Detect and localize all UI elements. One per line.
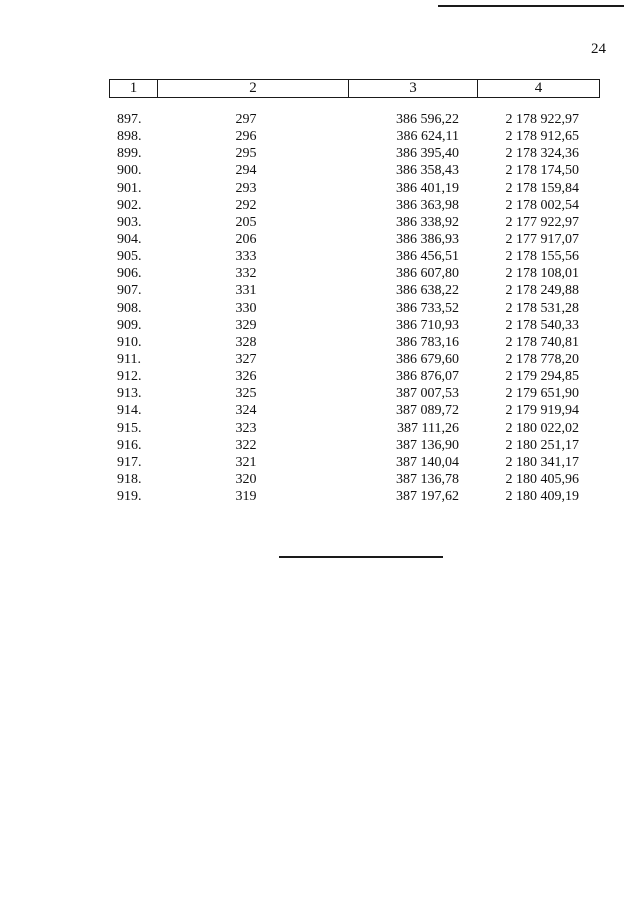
y-coordinate: 2 178 108,01 [505, 266, 579, 282]
y-coordinate: 2 178 540,33 [505, 317, 579, 333]
x-coordinate: 386 395,40 [396, 146, 459, 162]
point-number: 321 [235, 454, 257, 470]
column-header-1: 1 [129, 80, 138, 96]
x-coordinate: 387 136,90 [396, 437, 459, 453]
point-number: 296 [235, 129, 257, 145]
row-number: 917. [117, 454, 142, 470]
row-number: 906. [117, 266, 142, 282]
table-row [0, 282, 640, 299]
row-number: 911. [117, 351, 141, 367]
row-number: 916. [117, 437, 142, 453]
point-number: 328 [235, 334, 257, 350]
y-coordinate: 2 179 651,90 [505, 386, 579, 402]
point-number: 330 [235, 300, 257, 316]
table-row [0, 334, 640, 351]
point-number: 320 [235, 471, 257, 487]
table-row [0, 488, 640, 505]
y-coordinate: 2 178 002,54 [505, 197, 579, 213]
x-coordinate: 386 876,07 [396, 369, 459, 385]
y-coordinate: 2 179 919,94 [505, 403, 579, 419]
page-number: 24 [591, 41, 606, 57]
table-row [0, 111, 640, 128]
y-coordinate: 2 177 922,97 [505, 214, 579, 230]
x-coordinate: 386 638,22 [396, 283, 459, 299]
table-row [0, 471, 640, 488]
row-number: 897. [117, 112, 142, 127]
point-number: 332 [235, 266, 257, 282]
point-number: 331 [235, 283, 257, 299]
row-number: 905. [117, 249, 142, 265]
x-coordinate: 386 607,80 [396, 266, 459, 282]
y-coordinate: 2 180 405,96 [505, 471, 579, 487]
row-number: 907. [117, 283, 142, 299]
point-number: 294 [235, 163, 257, 179]
x-coordinate: 386 401,19 [396, 180, 459, 196]
x-coordinate: 387 197,62 [396, 489, 459, 505]
y-coordinate: 2 178 531,28 [505, 300, 579, 316]
row-number: 912. [117, 369, 142, 385]
table-row [0, 317, 640, 334]
row-number: 902. [117, 197, 142, 213]
point-number: 323 [235, 420, 257, 436]
x-coordinate: 387 089,72 [396, 403, 459, 419]
point-number: 293 [235, 180, 257, 196]
row-number: 913. [117, 386, 142, 402]
point-number: 295 [235, 146, 257, 162]
y-coordinate: 2 178 249,88 [505, 283, 579, 299]
point-number: 329 [235, 317, 257, 333]
x-coordinate: 387 140,04 [396, 454, 459, 470]
top-divider-line [438, 5, 624, 7]
table-row [0, 300, 640, 317]
column-header-2: 2 [157, 80, 348, 97]
row-number: 919. [117, 489, 142, 505]
row-number: 898. [117, 129, 142, 145]
row-number: 904. [117, 231, 142, 247]
x-coordinate: 386 338,92 [396, 214, 459, 230]
row-number: 918. [117, 471, 142, 487]
y-coordinate: 2 180 341,17 [505, 454, 579, 470]
table-row [0, 162, 640, 179]
table-row [0, 368, 640, 385]
y-coordinate: 2 178 155,56 [505, 249, 579, 265]
point-number: 205 [235, 214, 257, 230]
y-coordinate: 2 179 294,85 [505, 369, 579, 385]
y-coordinate: 2 178 740,81 [505, 334, 579, 350]
x-coordinate: 386 733,52 [396, 300, 459, 316]
x-coordinate: 387 111,26 [397, 420, 459, 436]
table-row [0, 437, 640, 454]
x-coordinate: 386 624,11 [396, 129, 459, 145]
row-number: 903. [117, 214, 142, 230]
table-row [0, 197, 640, 214]
table-row [0, 145, 640, 162]
y-coordinate: 2 178 174,50 [505, 163, 579, 179]
end-divider-line [279, 556, 443, 558]
y-coordinate: 2 178 159,84 [505, 180, 579, 196]
x-coordinate: 386 596,22 [396, 112, 459, 127]
y-coordinate: 2 178 912,65 [505, 129, 579, 145]
point-number: 319 [235, 489, 257, 505]
table-row [0, 231, 640, 248]
point-number: 297 [235, 112, 257, 127]
y-coordinate: 2 177 917,07 [505, 231, 579, 247]
x-coordinate: 386 363,98 [396, 197, 459, 213]
x-coordinate: 387 136,78 [396, 471, 459, 487]
x-coordinate: 386 679,60 [396, 351, 459, 367]
point-number: 325 [235, 386, 257, 402]
column-header-4: 4 [477, 80, 599, 97]
point-number: 206 [235, 231, 257, 247]
table-row [0, 351, 640, 368]
table-row [0, 402, 640, 419]
table-row [0, 265, 640, 282]
point-number: 322 [235, 437, 257, 453]
table-row [0, 420, 640, 437]
x-coordinate: 386 456,51 [396, 249, 459, 265]
point-number: 292 [235, 197, 257, 213]
table-row [0, 128, 640, 145]
point-number: 327 [235, 351, 257, 367]
y-coordinate: 2 180 409,19 [505, 489, 579, 505]
table-row [0, 248, 640, 265]
point-number: 326 [235, 369, 257, 385]
x-coordinate: 386 358,43 [396, 163, 459, 179]
x-coordinate: 387 007,53 [396, 386, 459, 402]
table-row [0, 385, 640, 402]
row-number: 908. [117, 300, 142, 316]
y-coordinate: 2 178 922,97 [505, 112, 579, 127]
y-coordinate: 2 178 778,20 [505, 351, 579, 367]
row-number: 910. [117, 334, 142, 350]
y-coordinate: 2 178 324,36 [505, 146, 579, 162]
y-coordinate: 2 180 022,02 [505, 420, 579, 436]
row-number: 900. [117, 163, 142, 179]
x-coordinate: 386 783,16 [396, 334, 459, 350]
row-number: 899. [117, 146, 142, 162]
column-header-3: 3 [348, 80, 477, 97]
x-coordinate: 386 386,93 [396, 231, 459, 247]
row-number: 914. [117, 403, 142, 419]
table-body [0, 111, 640, 505]
row-number: 909. [117, 317, 142, 333]
point-number: 333 [235, 249, 257, 265]
point-number: 324 [235, 403, 257, 419]
row-number: 901. [117, 180, 142, 196]
x-coordinate: 386 710,93 [396, 317, 459, 333]
table-row [0, 214, 640, 231]
row-number: 915. [117, 420, 142, 436]
table-header [109, 79, 600, 98]
table-row [0, 180, 640, 197]
y-coordinate: 2 180 251,17 [505, 437, 579, 453]
table-row [0, 454, 640, 471]
